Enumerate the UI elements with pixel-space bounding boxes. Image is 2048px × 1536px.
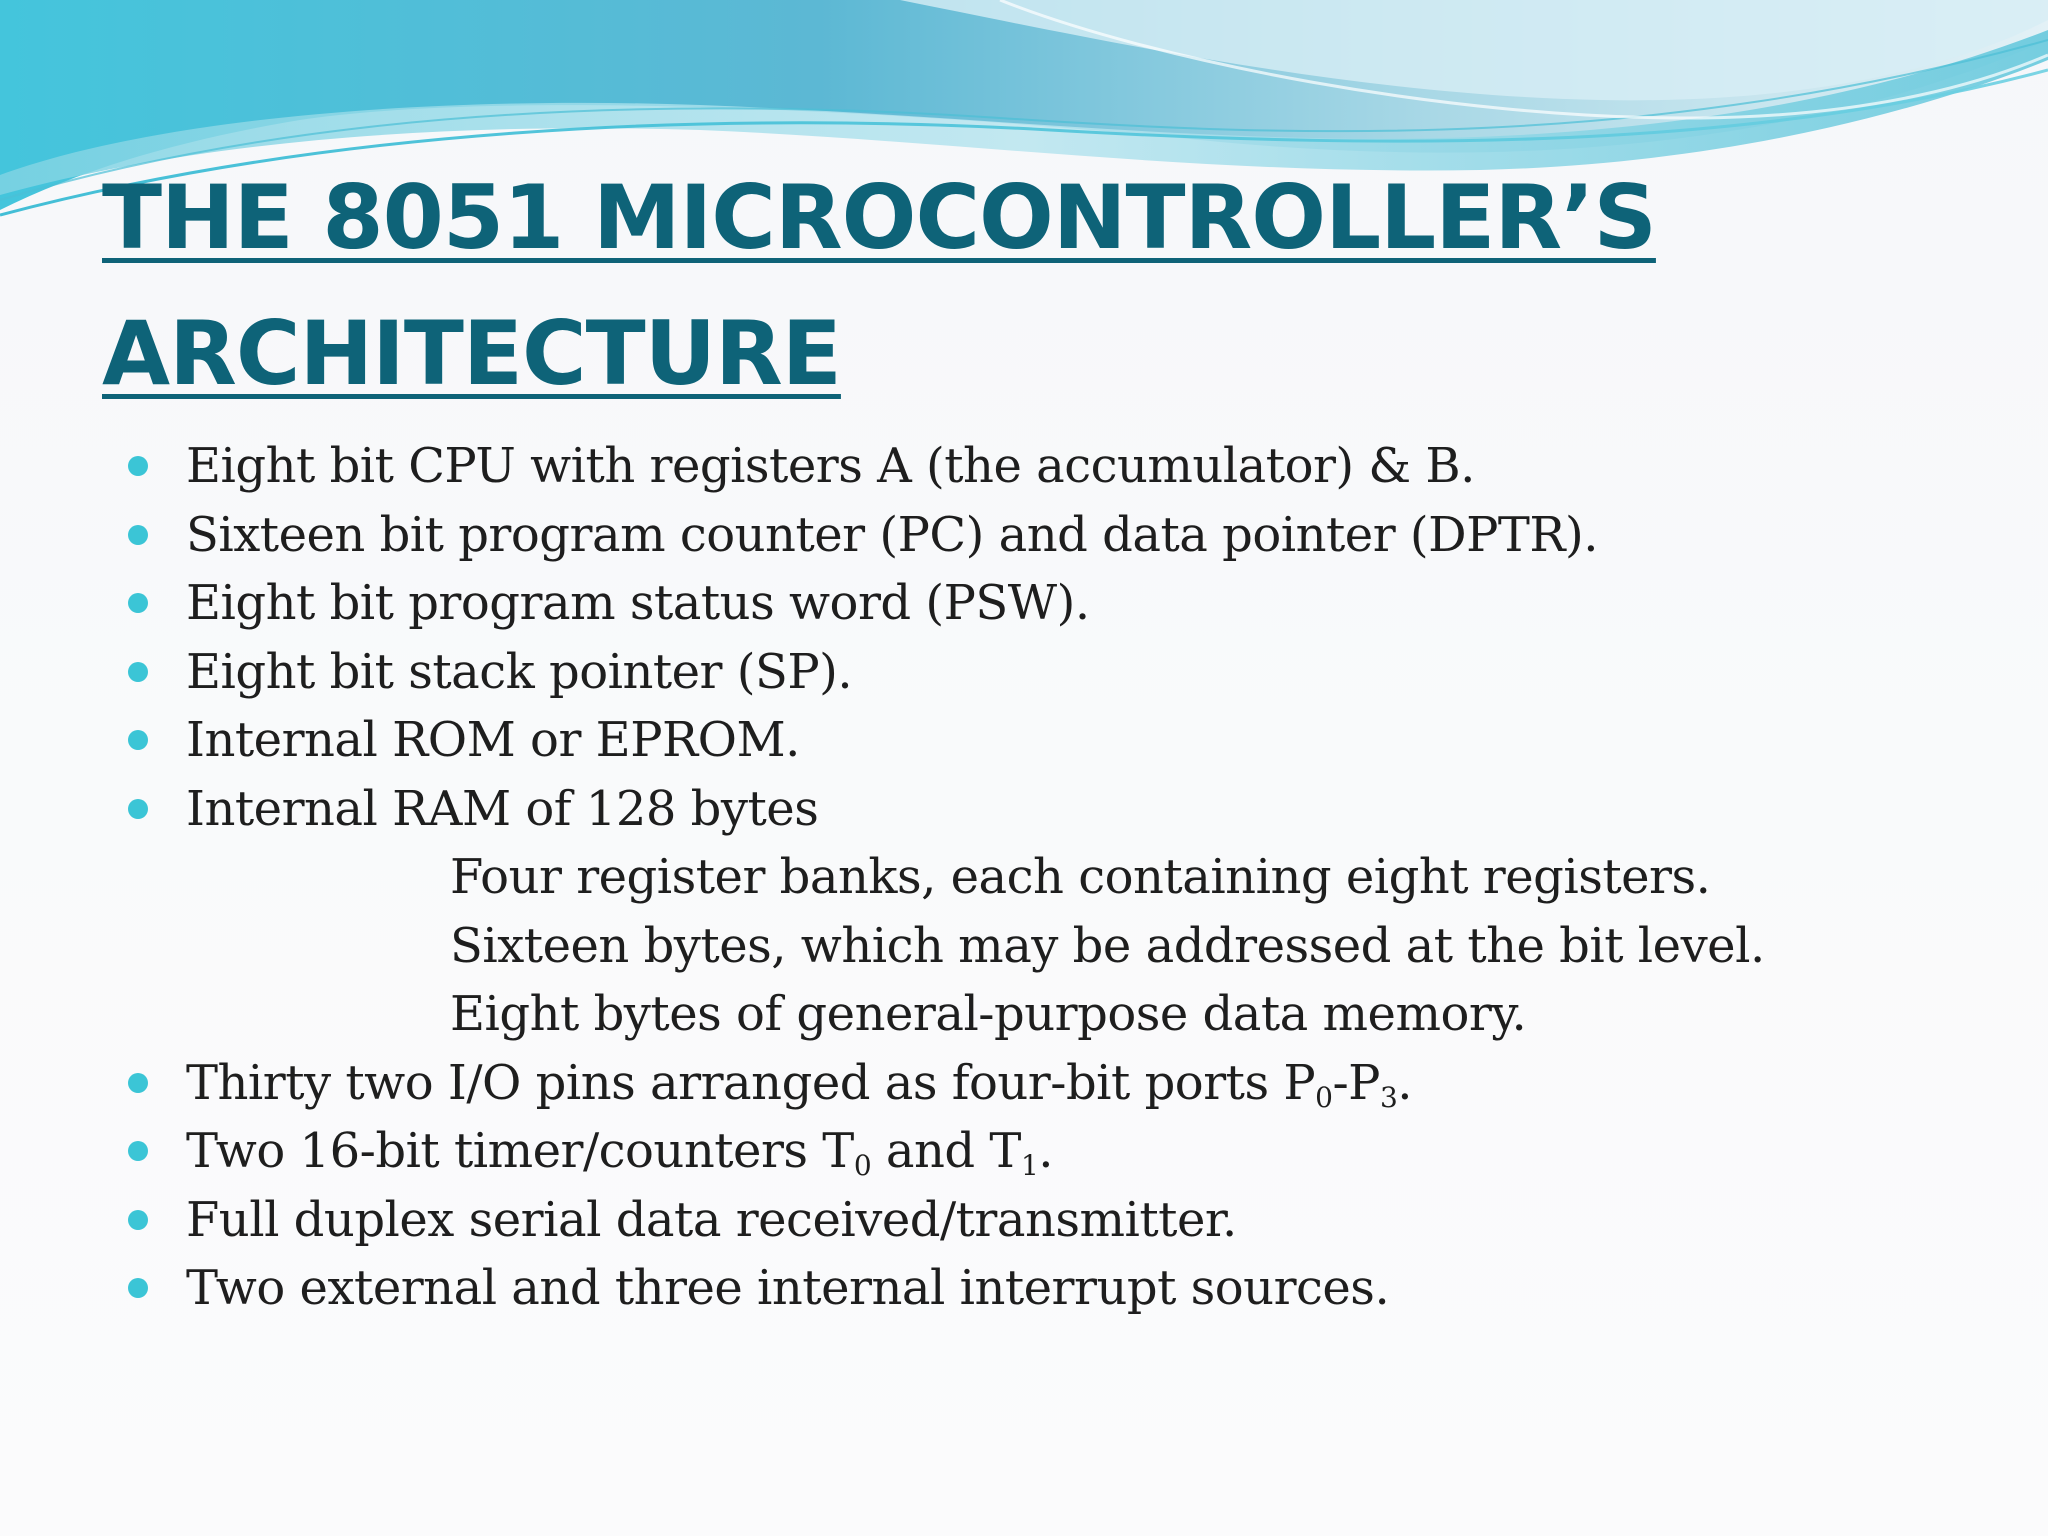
- list-item-text-mid: -P: [1332, 1054, 1380, 1111]
- sub-list-item: [0, 912, 2048, 981]
- bullet-icon: [128, 730, 148, 750]
- sub-list-item: [0, 980, 2048, 1049]
- list-item-text-main: Two 16-bit timer/counters T: [186, 1123, 854, 1179]
- list-item: [0, 501, 2048, 570]
- list-item-text-main: Thirty two I/O pins arranged as four-bit ports P: [186, 1054, 1316, 1111]
- list-item-text: [186, 1049, 1412, 1118]
- list-item-text: Full duplex serial data received/transmitter.: [186, 1191, 1237, 1248]
- subscript: 0: [1315, 1080, 1333, 1114]
- list-item-text: Internal RAM of 128 bytes: [186, 780, 819, 837]
- bullet-icon: [128, 525, 148, 545]
- list-item-text: Sixteen bit program counter (PC) and data pointer (DPTR).: [186, 506, 1599, 563]
- list-item-text: Eight bit program status word (PSW).: [186, 575, 1090, 631]
- list-item-text-end: .: [1038, 1123, 1054, 1179]
- subscript: 0: [853, 1149, 872, 1182]
- list-item-text: Eight bit CPU with registers A (the accumulator) & B.: [186, 438, 1475, 494]
- bullet-list: [0, 432, 2048, 1323]
- sub-list-item-text: Four register banks, each containing eight registers.: [450, 849, 1711, 905]
- list-item: [0, 638, 2048, 707]
- sub-list-item-text: Eight bytes of general-purpose data memory.: [450, 986, 1527, 1042]
- bullet-icon: [128, 1278, 148, 1298]
- subscript: 1: [1020, 1149, 1039, 1182]
- list-item: [0, 775, 2048, 844]
- list-item-text: [186, 1117, 1053, 1186]
- bullet-icon: [128, 1073, 148, 1093]
- bullet-icon: [128, 593, 148, 613]
- slide-title-line-2: ARCHITECTURE: [102, 302, 841, 405]
- subscript: 3: [1379, 1080, 1398, 1114]
- sub-list-item-text: Sixteen bytes, which may be addressed at the bit level.: [450, 917, 1765, 974]
- list-item: [0, 1186, 2048, 1255]
- bullet-icon: [128, 456, 148, 476]
- bullet-icon: [128, 662, 148, 682]
- slide-title-line-1: THE 8051 MICROCONTROLLER’S: [102, 166, 1656, 269]
- list-item-text-mid: and T: [871, 1123, 1021, 1179]
- list-item: [0, 1049, 2048, 1118]
- list-item-text-end: .: [1397, 1054, 1413, 1111]
- list-item-text: Internal ROM or EPROM.: [186, 712, 800, 768]
- list-item-text: Eight bit stack pointer (SP).: [186, 643, 853, 700]
- list-item: [0, 432, 2048, 501]
- bullet-icon: [128, 1210, 148, 1230]
- list-item: [0, 569, 2048, 638]
- list-item-text: Two external and three internal interrupt sources.: [186, 1260, 1390, 1316]
- list-item: [0, 1254, 2048, 1323]
- list-item: [0, 1117, 2048, 1186]
- list-item: [0, 706, 2048, 775]
- bullet-icon: [128, 799, 148, 819]
- slide-title: [102, 150, 1902, 422]
- bullet-icon: [128, 1141, 148, 1161]
- sub-list-item: [0, 843, 2048, 912]
